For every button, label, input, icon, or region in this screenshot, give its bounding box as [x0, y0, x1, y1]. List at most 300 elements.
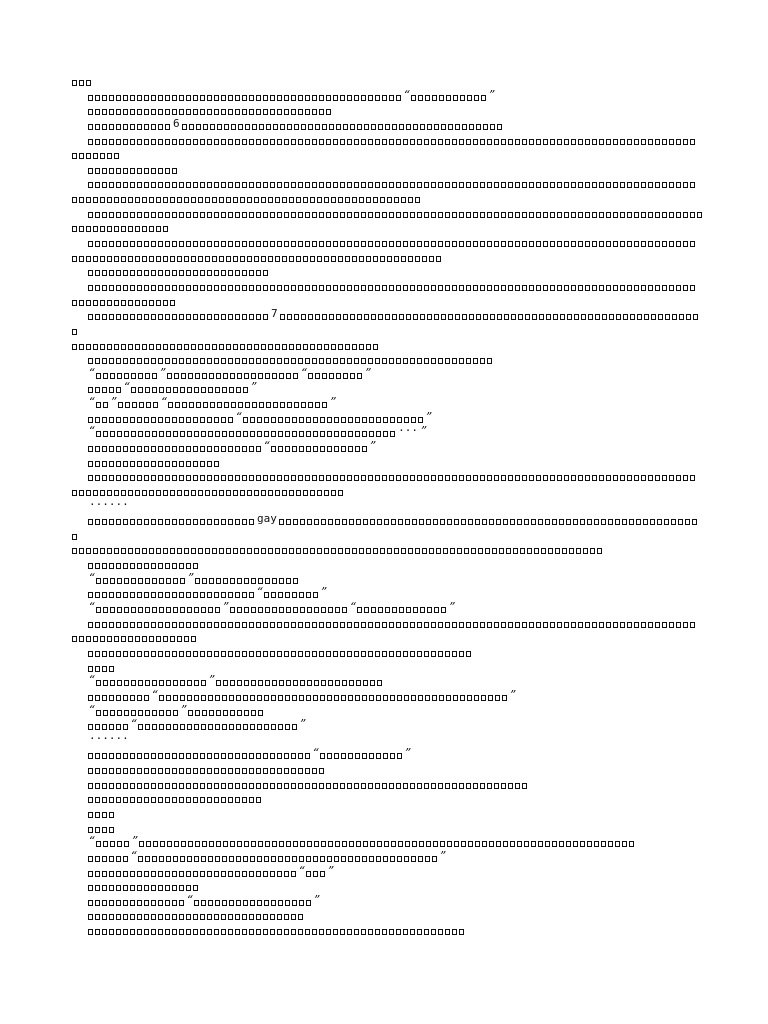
missing-glyph-box [110, 578, 115, 584]
missing-glyph-box [263, 768, 268, 774]
missing-glyph-box [348, 417, 353, 423]
missing-glyph-box [187, 680, 192, 686]
missing-glyph-box [548, 548, 553, 554]
missing-glyph-box [221, 475, 226, 481]
missing-glyph-box [585, 182, 590, 188]
missing-glyph-box [620, 475, 625, 481]
missing-glyph-box [592, 622, 597, 628]
missing-glyph-box [243, 724, 248, 730]
missing-glyph-box [201, 431, 206, 437]
missing-glyph-box [322, 314, 327, 320]
missing-glyph-box [354, 285, 359, 291]
quote-mark: “ [131, 848, 138, 863]
missing-glyph-box [72, 344, 77, 350]
missing-glyph-box [137, 241, 142, 247]
missing-glyph-box [417, 139, 422, 145]
missing-glyph-box [354, 241, 359, 247]
missing-glyph-box [242, 914, 247, 920]
missing-glyph-box [320, 417, 325, 423]
missing-glyph-box [184, 490, 189, 496]
missing-glyph-box [389, 783, 394, 789]
missing-glyph-box [110, 431, 115, 437]
missing-glyph-box [158, 109, 163, 115]
missing-glyph-box [173, 695, 178, 701]
missing-glyph-box [86, 548, 91, 554]
missing-glyph-box [72, 256, 77, 262]
missing-glyph-box [352, 548, 357, 554]
missing-glyph-box [215, 724, 220, 730]
missing-glyph-box [158, 358, 163, 364]
missing-glyph-box [96, 710, 101, 716]
missing-glyph-box [432, 695, 437, 701]
missing-glyph-box [100, 300, 105, 306]
missing-glyph-box [165, 314, 170, 320]
missing-glyph-box [158, 929, 163, 935]
missing-glyph-box [376, 431, 381, 437]
missing-glyph-box [403, 241, 408, 247]
missing-glyph-box [214, 461, 219, 467]
missing-glyph-box [277, 212, 282, 218]
missing-glyph-box [336, 124, 341, 130]
missing-glyph-box [124, 431, 129, 437]
quote-mark: ” [111, 395, 118, 410]
missing-glyph-box [152, 680, 157, 686]
missing-glyph-box [328, 607, 333, 613]
missing-glyph-box [599, 212, 604, 218]
missing-glyph-box [278, 431, 283, 437]
missing-glyph-box [271, 695, 276, 701]
missing-glyph-box [361, 783, 366, 789]
missing-glyph-box [173, 431, 178, 437]
missing-glyph-box [229, 900, 234, 906]
missing-glyph-box [221, 651, 226, 657]
missing-glyph-box [208, 724, 213, 730]
missing-glyph-box [228, 622, 233, 628]
missing-glyph-box [504, 314, 509, 320]
missing-glyph-box [383, 417, 388, 423]
missing-glyph-box [578, 622, 583, 628]
text-line [88, 879, 200, 891]
missing-glyph-box [664, 519, 669, 525]
missing-glyph-box [149, 636, 154, 642]
missing-glyph-box [373, 548, 378, 554]
missing-glyph-box [438, 212, 443, 218]
missing-glyph-box [207, 768, 212, 774]
missing-glyph-box [622, 841, 627, 847]
missing-glyph-box [179, 109, 184, 115]
missing-glyph-box [303, 197, 308, 203]
missing-glyph-box [247, 344, 252, 350]
missing-glyph-box [573, 519, 578, 525]
missing-glyph-box [334, 417, 339, 423]
missing-glyph-box [142, 636, 147, 642]
missing-glyph-box [536, 241, 541, 247]
missing-glyph-box [228, 182, 233, 188]
missing-glyph-box [137, 358, 142, 364]
missing-glyph-box [116, 314, 121, 320]
missing-glyph-box [438, 651, 443, 657]
missing-glyph-box [123, 651, 128, 657]
missing-glyph-box [369, 695, 374, 701]
missing-glyph-box [291, 651, 296, 657]
missing-glyph-box [277, 182, 282, 188]
missing-glyph-box [345, 344, 350, 350]
missing-glyph-box [529, 241, 534, 247]
missing-glyph-box [469, 314, 474, 320]
missing-glyph-box [324, 197, 329, 203]
missing-glyph-box [103, 710, 108, 716]
missing-glyph-box [404, 417, 409, 423]
missing-glyph-box [291, 285, 296, 291]
missing-glyph-box [359, 548, 364, 554]
missing-glyph-box [571, 241, 576, 247]
missing-glyph-box [320, 871, 325, 877]
missing-glyph-box [422, 548, 427, 554]
missing-glyph-box [142, 197, 147, 203]
missing-glyph-box [404, 856, 409, 862]
missing-glyph-box [186, 651, 191, 657]
missing-glyph-box [322, 124, 327, 130]
missing-glyph-box [291, 358, 296, 364]
missing-glyph-box [436, 256, 441, 262]
missing-glyph-box [355, 446, 360, 452]
missing-glyph-box [417, 182, 422, 188]
missing-glyph-box [420, 124, 425, 130]
missing-glyph-box [109, 783, 114, 789]
missing-glyph-box [96, 578, 101, 584]
missing-glyph-box [538, 841, 543, 847]
missing-glyph-box [531, 841, 536, 847]
missing-glyph-box [413, 607, 418, 613]
missing-glyph-box [144, 417, 149, 423]
missing-glyph-box [249, 475, 254, 481]
missing-glyph-box [144, 241, 149, 247]
quote-mark: ” [209, 673, 216, 688]
missing-glyph-box [179, 270, 184, 276]
missing-glyph-box [410, 212, 415, 218]
missing-glyph-box [375, 622, 380, 628]
text-line [88, 499, 131, 511]
missing-glyph-box [222, 431, 227, 437]
missing-glyph-box [144, 519, 149, 525]
missing-glyph-box [256, 475, 261, 481]
missing-glyph-box [207, 446, 212, 452]
missing-glyph-box [427, 607, 432, 613]
missing-glyph-box [443, 548, 448, 554]
missing-glyph-box [350, 314, 355, 320]
missing-glyph-box [200, 929, 205, 935]
missing-glyph-box [200, 358, 205, 364]
missing-glyph-box [466, 285, 471, 291]
missing-glyph-box [436, 548, 441, 554]
missing-glyph-box [362, 431, 367, 437]
missing-glyph-box [676, 212, 681, 218]
missing-glyph-box [137, 622, 142, 628]
missing-glyph-box [179, 914, 184, 920]
missing-glyph-box [285, 724, 290, 730]
missing-glyph-box [221, 519, 226, 525]
quote-mark: ” [449, 600, 456, 615]
missing-glyph-box [361, 95, 366, 101]
missing-glyph-box [201, 856, 206, 862]
missing-glyph-box [340, 783, 345, 789]
missing-glyph-box [383, 431, 388, 437]
missing-glyph-box [354, 929, 359, 935]
missing-glyph-box [198, 344, 203, 350]
missing-glyph-box [121, 490, 126, 496]
missing-glyph-box [172, 900, 177, 906]
missing-glyph-box [279, 578, 284, 584]
missing-glyph-box [410, 622, 415, 628]
missing-glyph-box [100, 636, 105, 642]
text-line [88, 352, 494, 364]
missing-glyph-box [233, 344, 238, 350]
missing-glyph-box [230, 710, 235, 716]
missing-glyph-box [398, 519, 403, 525]
missing-glyph-box [347, 622, 352, 628]
missing-glyph-box [158, 446, 163, 452]
missing-glyph-box [207, 651, 212, 657]
missing-glyph-box [191, 490, 196, 496]
missing-glyph-box [109, 475, 114, 481]
missing-glyph-box [432, 95, 437, 101]
text-line [88, 645, 473, 657]
missing-glyph-box [452, 783, 457, 789]
missing-glyph-box [235, 768, 240, 774]
missing-glyph-box [298, 783, 303, 789]
missing-glyph-box [184, 256, 189, 262]
missing-glyph-box [195, 841, 200, 847]
missing-glyph-box [292, 592, 297, 598]
missing-glyph-box [193, 871, 198, 877]
missing-glyph-box [392, 607, 397, 613]
missing-glyph-box [397, 417, 402, 423]
missing-glyph-box [634, 182, 639, 188]
missing-glyph-box [494, 622, 499, 628]
missing-glyph-box [368, 95, 373, 101]
missing-glyph-box [123, 592, 128, 598]
missing-glyph-box [165, 871, 170, 877]
missing-glyph-box [102, 417, 107, 423]
missing-glyph-box [165, 461, 170, 467]
missing-glyph-box [114, 300, 119, 306]
missing-glyph-box [529, 475, 534, 481]
missing-glyph-box [172, 797, 177, 803]
missing-glyph-box [481, 95, 486, 101]
missing-glyph-box [478, 548, 483, 554]
missing-glyph-box [413, 124, 418, 130]
missing-glyph-box [555, 548, 560, 554]
text-line [88, 440, 377, 452]
missing-glyph-box [123, 768, 128, 774]
missing-glyph-box [242, 783, 247, 789]
missing-glyph-box [333, 95, 338, 101]
missing-glyph-box [697, 212, 702, 218]
missing-glyph-box [291, 212, 296, 218]
missing-glyph-box [394, 256, 399, 262]
missing-glyph-box [172, 622, 177, 628]
missing-glyph-box [139, 402, 144, 408]
text-line [88, 850, 447, 862]
missing-glyph-box [662, 182, 667, 188]
missing-glyph-box [328, 519, 333, 525]
missing-glyph-box [312, 212, 317, 218]
missing-glyph-box [191, 256, 196, 262]
missing-glyph-box [401, 197, 406, 203]
missing-glyph-box [650, 519, 655, 525]
missing-glyph-box [95, 358, 100, 364]
missing-glyph-box [417, 241, 422, 247]
missing-glyph-box [173, 710, 178, 716]
missing-glyph-box [151, 622, 156, 628]
missing-glyph-box [102, 797, 107, 803]
missing-glyph-box [301, 314, 306, 320]
quote-mark: ” [300, 717, 307, 732]
missing-glyph-box [476, 314, 481, 320]
missing-glyph-box [264, 431, 269, 437]
missing-glyph-box [228, 475, 233, 481]
text-line [72, 74, 93, 86]
missing-glyph-box [144, 783, 149, 789]
missing-glyph-box [109, 387, 114, 393]
missing-glyph-box [320, 446, 325, 452]
text-line [88, 733, 131, 745]
missing-glyph-box [228, 797, 233, 803]
missing-glyph-box [410, 358, 415, 364]
missing-glyph-box [264, 856, 269, 862]
missing-glyph-box [195, 373, 200, 379]
missing-glyph-box [357, 314, 362, 320]
missing-glyph-box [383, 856, 388, 862]
missing-glyph-box [247, 256, 252, 262]
missing-glyph-box [186, 783, 191, 789]
missing-glyph-box [116, 475, 121, 481]
missing-glyph-box [226, 197, 231, 203]
missing-glyph-box [130, 417, 135, 423]
missing-glyph-box [249, 753, 254, 759]
missing-glyph-box [216, 373, 221, 379]
missing-glyph-box [467, 695, 472, 701]
missing-glyph-box [305, 95, 310, 101]
missing-glyph-box [228, 270, 233, 276]
missing-glyph-box [72, 534, 77, 540]
missing-glyph-box [317, 548, 322, 554]
missing-glyph-box [210, 124, 215, 130]
missing-glyph-box [244, 841, 249, 847]
missing-glyph-box [529, 622, 534, 628]
missing-glyph-box [88, 871, 93, 877]
missing-glyph-box [293, 680, 298, 686]
missing-glyph-box [389, 651, 394, 657]
missing-glyph-box [172, 95, 177, 101]
missing-glyph-box [368, 622, 373, 628]
missing-glyph-box [209, 373, 214, 379]
missing-glyph-box [538, 519, 543, 525]
missing-glyph-box [88, 461, 93, 467]
missing-glyph-box [215, 431, 220, 437]
missing-glyph-box [102, 900, 107, 906]
missing-glyph-box [389, 182, 394, 188]
missing-glyph-box [399, 607, 404, 613]
missing-glyph-box [459, 139, 464, 145]
missing-glyph-box [326, 109, 331, 115]
missing-glyph-box [249, 797, 254, 803]
missing-glyph-box [382, 139, 387, 145]
missing-glyph-box [293, 841, 298, 847]
missing-glyph-box [263, 95, 268, 101]
missing-glyph-box [184, 636, 189, 642]
missing-glyph-box [536, 139, 541, 145]
missing-glyph-box [383, 753, 388, 759]
missing-glyph-box [487, 358, 492, 364]
missing-glyph-box [452, 182, 457, 188]
missing-glyph-box [179, 417, 184, 423]
missing-glyph-box [382, 285, 387, 291]
missing-glyph-box [256, 95, 261, 101]
missing-glyph-box [123, 695, 128, 701]
quote-mark: ” [330, 395, 337, 410]
missing-glyph-box [275, 197, 280, 203]
missing-glyph-box [249, 651, 254, 657]
missing-glyph-box [166, 695, 171, 701]
missing-glyph-box [319, 358, 324, 364]
missing-glyph-box [179, 461, 184, 467]
missing-glyph-box [489, 519, 494, 525]
missing-glyph-box [284, 182, 289, 188]
missing-glyph-box [683, 139, 688, 145]
missing-glyph-box [207, 914, 212, 920]
missing-glyph-box [193, 270, 198, 276]
missing-glyph-box [135, 300, 140, 306]
missing-glyph-box [278, 724, 283, 730]
missing-glyph-box [142, 344, 147, 350]
missing-glyph-box [347, 783, 352, 789]
missing-glyph-box [321, 607, 326, 613]
missing-glyph-box [200, 182, 205, 188]
missing-glyph-box [123, 856, 128, 862]
missing-glyph-box [368, 212, 373, 218]
missing-glyph-box [130, 871, 135, 877]
missing-glyph-box [221, 592, 226, 598]
missing-glyph-box [158, 285, 163, 291]
missing-glyph-box [543, 212, 548, 218]
missing-glyph-box [401, 548, 406, 554]
missing-glyph-box [207, 622, 212, 628]
missing-glyph-box [543, 285, 548, 291]
missing-glyph-box [223, 578, 228, 584]
missing-glyph-box [341, 753, 346, 759]
missing-glyph-box [130, 241, 135, 247]
missing-glyph-box [159, 578, 164, 584]
missing-glyph-box [138, 431, 143, 437]
missing-glyph-box [312, 95, 317, 101]
missing-glyph-box [242, 241, 247, 247]
missing-glyph-box [338, 344, 343, 350]
missing-glyph-box [109, 885, 114, 891]
missing-glyph-box [475, 519, 480, 525]
missing-glyph-box [172, 871, 177, 877]
missing-glyph-box [102, 446, 107, 452]
missing-glyph-box [312, 241, 317, 247]
missing-glyph-box [103, 578, 108, 584]
missing-glyph-box [201, 607, 206, 613]
missing-glyph-box [564, 139, 569, 145]
missing-glyph-box [207, 929, 212, 935]
text-line [72, 323, 79, 335]
missing-glyph-box [291, 914, 296, 920]
missing-glyph-box [145, 856, 150, 862]
missing-glyph-box [468, 519, 473, 525]
